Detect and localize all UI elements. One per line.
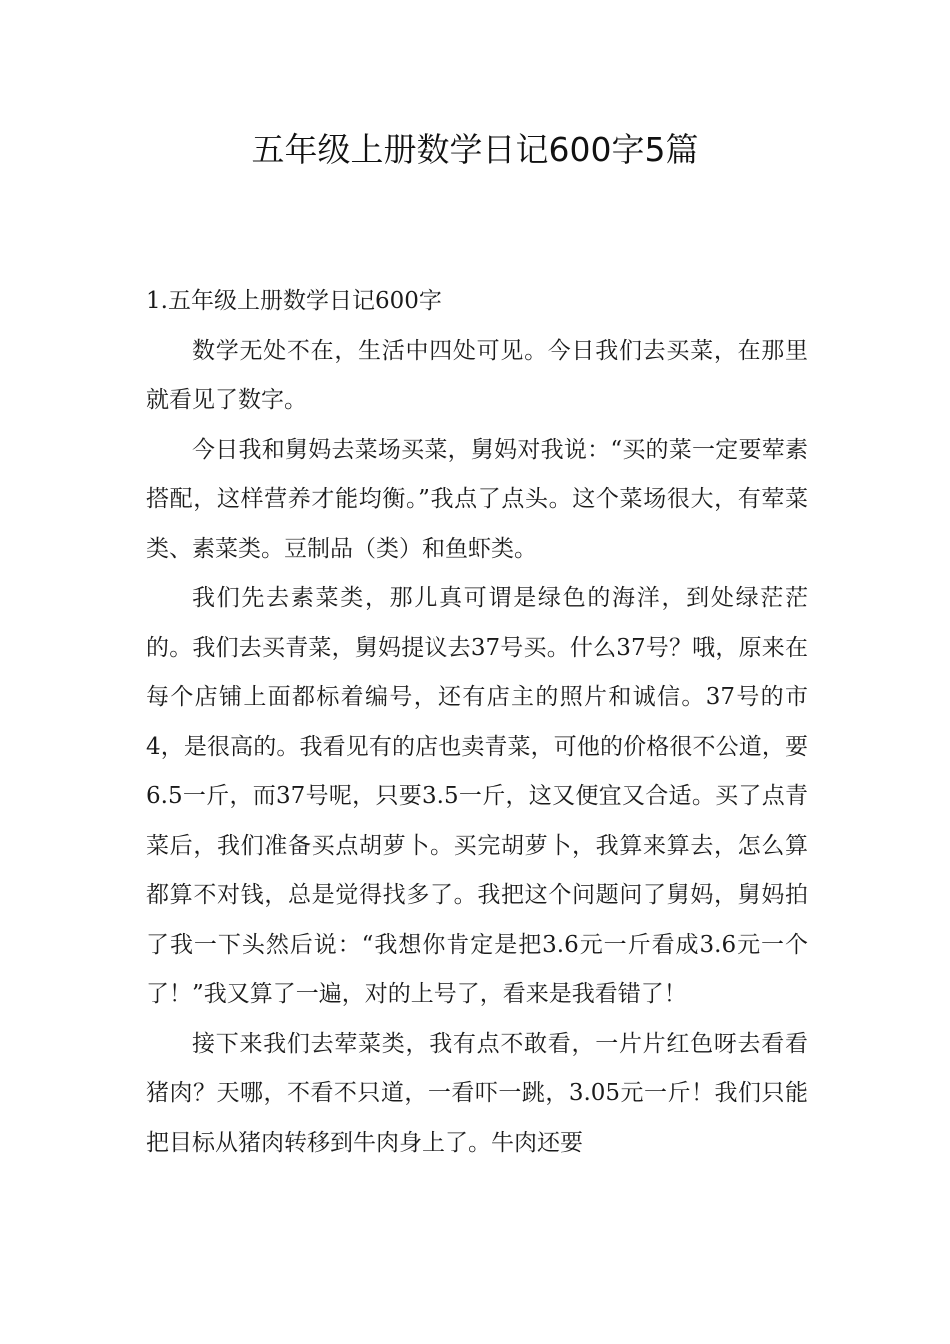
document-body bbox=[146, 277, 808, 1168]
paragraph-3: 我们先去素菜类，那儿真可谓是绿色的海洋，到处绿茫茫的。我们去买青菜，舅妈提议去37号买。什么37号？哦，原来在每个店铺上面都标着编号，还有店主的照片和诚信。37号的市4，是很高的。我看见有的店也卖青菜，可他的价格很不公道，要6.5一斤，而37号呢，只要3.5一斤，这又便宜又合适。买了点青菜后，我们准备买点胡萝卜。买完胡萝卜，我算来算去，怎么算都算不对钱，总是觉得找多了。我把这个问题问了舅妈，舅妈拍了我一下头然后说：“我想你肯定是把3.6元一斤看成3.6元一个了！”我又算了一遍，对的上号了，看来是我看错了！ bbox=[146, 585, 808, 1007]
paragraph-4: 接下来我们去荤菜类，我有点不敢看，一片片红色呀去看看猪肉？天哪，不看不只道，一看吓一跳，3.05元一斤！我们只能把目标从猪肉转移到牛肉身上了。牛肉还要 bbox=[146, 1030, 808, 1156]
document-title: 五年级上册数学日记600字5篇 bbox=[251, 130, 699, 169]
paragraph-1: 数学无处不在，生活中四处可见。今日我们去买菜，在那里就看见了数字。 bbox=[146, 337, 808, 413]
paragraph-2: 今日我和舅妈去菜场买菜，舅妈对我说：“买的菜一定要荤素搭配，这样营养才能均衡。”我点了点头。这个菜场很大，有荤菜类、素菜类。豆制品（类）和鱼虾类。 bbox=[146, 436, 808, 562]
section-heading: 1.五年级上册数学日记600字 bbox=[146, 288, 442, 314]
